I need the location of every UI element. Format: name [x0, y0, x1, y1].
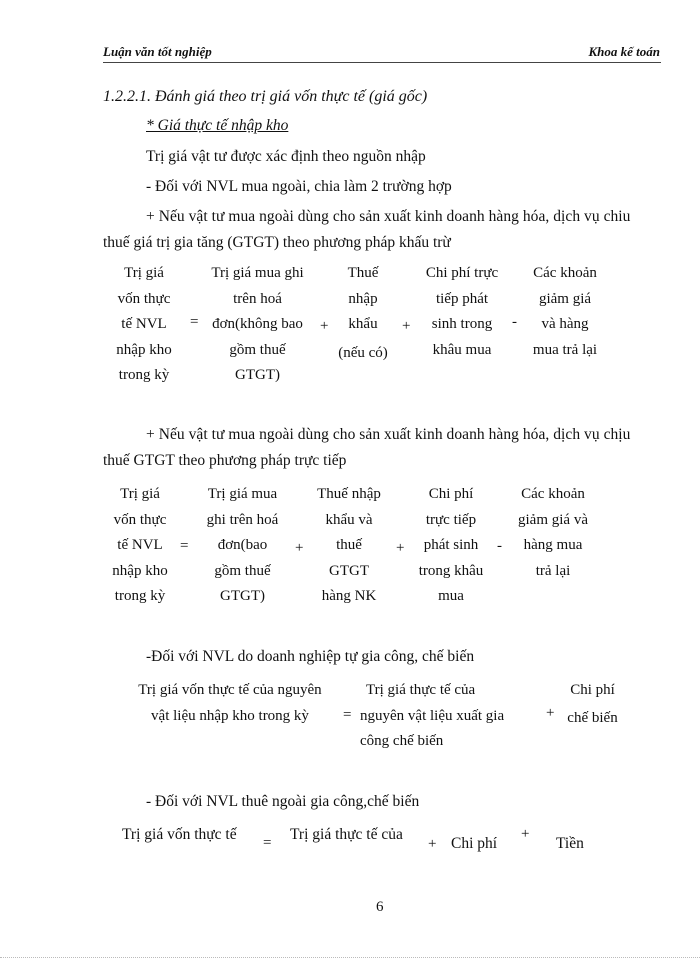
header-left: Luận văn tốt nghiệp — [103, 44, 212, 59]
formula-2-col-4 — [410, 482, 492, 610]
formula-1-col-3-line: khẩu — [348, 316, 378, 332]
header-rule — [103, 62, 661, 63]
formula-1-col-1-line: nhập kho — [116, 341, 172, 358]
formula-2-op-plus-1: + — [295, 540, 304, 556]
formula-1-op-equals: = — [190, 314, 199, 330]
formula-2-col-3-line: GTGT — [329, 562, 369, 579]
formula-2-col-3-line: khẩu và — [325, 511, 373, 528]
paragraph-4-line-1: + Nếu vật tư mua ngoài dùng cho sản xuất kinh doanh hàng hóa, dịch vụ chịu — [146, 426, 631, 443]
formula-4-col-3: Chi phí — [451, 835, 498, 852]
formula-4-col-2: Trị giá thực tế của — [290, 826, 403, 843]
formula-1-col-2-line: GTGT) — [235, 367, 280, 383]
formula-1-col-2-line: đơn(không bao — [212, 316, 303, 332]
formula-2-col-2-line: GTGT) — [220, 588, 265, 604]
formula-1-col-1-line: trong kỳ — [118, 367, 170, 383]
formula-2-col-3 — [308, 482, 390, 610]
formula-1-col-5-line: mua trả lại — [532, 341, 598, 358]
paragraph-6: - Đối với NVL thuê ngoài gia công,chế biến — [146, 793, 420, 810]
formula-4-op-plus-1: + — [428, 836, 437, 852]
formula-2-col-3-line: thuế — [336, 537, 362, 553]
formula-1-col-2-line: trên hoá — [233, 290, 282, 307]
formula-3-col-2-line: nguyên vật liệu xuất gia — [360, 707, 505, 724]
formula-2-col-3-line: hàng NK — [321, 588, 377, 604]
formula-3-col-1 — [125, 678, 335, 729]
formula-1-col-1-line: tế NVL — [121, 316, 167, 332]
formula-2-col-1-line: trong kỳ — [114, 588, 166, 604]
formula-2-op-plus-2: + — [396, 540, 405, 556]
formula-1-col-1-line: vốn thực — [117, 290, 171, 307]
formula-2-col-2-line: ghi trên hoá — [206, 511, 279, 528]
formula-2-col-1 — [100, 482, 180, 610]
formula-3-col-2-line: công chế biến — [360, 733, 444, 749]
page-number: 6 — [376, 899, 384, 915]
paragraph-1: Trị giá vật tư được xác định theo nguồn nhập — [146, 148, 426, 165]
formula-3-col-3-line: chế biến — [567, 709, 618, 726]
formula-1-col-3-line: (nếu có) — [338, 344, 388, 361]
formula-4-col-1: Trị giá vốn thực tế — [122, 826, 237, 843]
formula-2-col-5-line: hàng mua — [523, 537, 583, 553]
formula-2-col-5 — [508, 482, 598, 584]
formula-2-col-2-line: gồm thuế — [214, 562, 271, 579]
formula-2-col-5-line: Các khoản — [521, 486, 585, 502]
page-bottom-divider — [0, 957, 700, 958]
paragraph-5: -Đối với NVL do doanh nghiệp tự gia công, chế biến — [146, 648, 475, 665]
formula-2-op-minus: - — [497, 538, 502, 554]
formula-2-op-equals: = — [180, 538, 189, 554]
formula-4-col-4: Tiền — [556, 835, 584, 852]
formula-1-col-4-line: sinh trong — [431, 316, 493, 332]
formula-4-op-plus-2: + — [521, 826, 530, 842]
formula-1-op-plus-2: + — [402, 318, 411, 334]
formula-1-col-2-line: gồm thuế — [229, 341, 286, 358]
formula-1-col-2-line: Trị giá mua ghi — [211, 265, 304, 281]
formula-1-col-5-line: và hàng — [541, 316, 589, 332]
formula-2-col-2-line: Trị giá mua — [207, 486, 278, 502]
header-right: Khoa kế toán — [588, 44, 660, 59]
section-heading: 1.2.2.1. Đánh giá theo trị giá vốn thực tế (giá gốc) — [103, 88, 428, 105]
formula-2-col-2-line: đơn(bao — [217, 537, 268, 553]
formula-3-col-2 — [360, 678, 525, 755]
formula-4-op-equals: = — [263, 835, 272, 851]
formula-1-col-3 — [328, 261, 398, 366]
formula-2-col-5-line: giảm giá và — [518, 511, 588, 528]
formula-2-col-4-line: trong khâu — [418, 562, 484, 579]
formula-2-col-1-line: nhập kho — [112, 562, 168, 579]
paragraph-4-line-2: thuế GTGT theo phương pháp trực tiếp — [103, 452, 347, 469]
formula-2-col-1-line: vốn thực — [113, 511, 167, 528]
formula-1-op-plus-1: + — [320, 318, 329, 334]
formula-2-col-5-line: trả lại — [535, 562, 571, 579]
formula-1-col-3-line: nhập — [348, 290, 378, 307]
paragraph-3-line-2: thuế giá trị gia tăng (GTGT) theo phương pháp khấu trừ — [103, 234, 451, 251]
formula-1-col-4-line: tiếp phát — [435, 290, 489, 307]
formula-3-col-3-line: Chi phí — [570, 682, 615, 698]
formula-3-op-plus: + — [546, 705, 555, 721]
formula-3-col-1-line: vật liệu nhập kho trong kỳ — [151, 707, 309, 724]
formula-3-op-equals: = — [343, 707, 352, 723]
paragraph-2: - Đối với NVL mua ngoài, chia làm 2 trường hợp — [146, 178, 452, 195]
formula-2-col-1-line: Trị giá — [120, 486, 160, 502]
formula-1-col-5 — [524, 261, 606, 363]
formula-1-op-minus: - — [512, 314, 517, 330]
formula-2-col-4-line: phát sinh — [423, 537, 479, 553]
formula-1-col-4-line: Chi phí trực — [425, 265, 499, 281]
formula-2-col-2 — [195, 482, 290, 610]
formula-2-col-4-line: Chi phí — [428, 486, 474, 502]
formula-1-col-2 — [200, 261, 315, 389]
formula-3-col-1-line: Trị giá vốn thực tế của nguyên — [138, 682, 322, 698]
formula-3-col-2-line: Trị giá thực tế của — [366, 682, 476, 698]
formula-2-col-4-line: trực tiếp — [425, 511, 477, 528]
formula-1-col-1 — [104, 261, 184, 389]
formula-1-col-5-line: giảm giá — [538, 290, 592, 307]
formula-1-col-4 — [414, 261, 510, 363]
formula-1-col-4-line: khâu mua — [432, 341, 492, 358]
paragraph-3-line-1: + Nếu vật tư mua ngoài dùng cho sản xuất kinh doanh hàng hóa, dịch vụ chiu — [146, 208, 631, 225]
formula-3-col-3 — [560, 678, 625, 731]
formula-1-col-5-line: Các khoản — [533, 265, 597, 281]
formula-1-col-3-line: Thuế — [347, 265, 379, 281]
formula-2-col-4-line: mua — [438, 588, 464, 604]
formula-2-col-1-line: tế NVL — [117, 537, 163, 553]
subheading: * Giá thực tế nhập kho — [146, 117, 289, 134]
formula-1-col-1-line: Trị giá — [124, 265, 164, 281]
formula-2-col-3-line: Thuế nhập — [317, 486, 381, 502]
